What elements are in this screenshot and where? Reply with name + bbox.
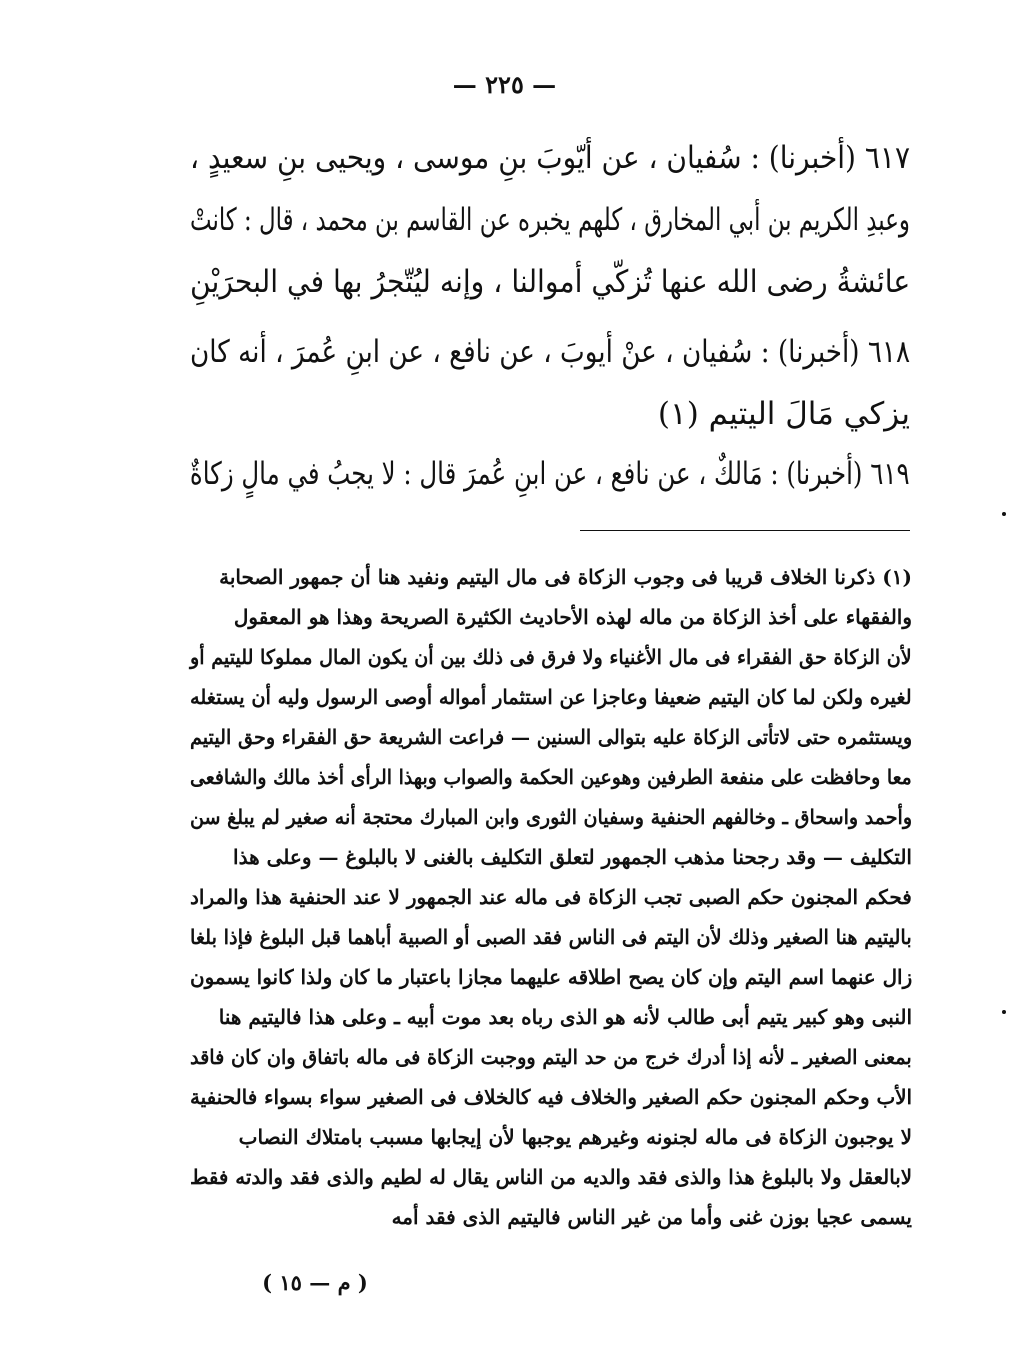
margin-mark	[1002, 512, 1006, 516]
footnote-line: باليتيم هنا الصغير وذلك لأن اليتم فى الناس فقد الصبى أو الصبية أباهما قبل البلوغ فإذا بلغا	[190, 925, 912, 949]
footnote-line: لا يوجبون الزكاة فى ماله لجنونه وغيرهم يوجبها لأن إيجابها مسبب بامتلاك النصاب	[238, 1125, 912, 1149]
footnote-line: معا وحافظت على منفعة الطرفين وهوعين الحكمة والصواب وبهذا الرأى أخذ مالك والشافعى	[190, 765, 912, 789]
footnote-line: ويستثمره حتى لاتأتى الزكاة عليه بتوالى السنين — فراعت الشريعة حق الفقراء وحق اليتيم	[189, 725, 912, 749]
footnote-line: لغيره ولكن لما كان اليتيم ضعيفا وعاجزا عن استثمار أمواله أوصى الرسول وليه أن يستغله	[190, 685, 912, 709]
footnote-line: (١) ذكرنا الخلاف قريبا فى وجوب الزكاة فى مال اليتيم ونفيد هنا أن جمهور الصحابة	[219, 565, 912, 589]
hadith-line: وعبدِ الكريم بن أبي المخارق ، كلهم يخبره عن القاسم بن محمد ، قال : كانتْ	[190, 202, 910, 238]
footnote-line: بمعنى الصغير ـ لأنه إذا أدرك خرج من حد اليتم ووجبت الزكاة فى ماله باتفاق وان كان فاقد	[190, 1045, 912, 1069]
page-number: — ٢٢٥ —	[452, 70, 557, 99]
footnote-line: لأن الزكاة حق الفقراء فى مال الأغنياء ولا فرق فى ذلك بين أن يكون المال مملوكا لليتيم أو	[190, 645, 912, 669]
footnote-line: فحكم المجنون حكم الصبى تجب الزكاة فى ماله عند الجمهور لا عند الحنفية هذا والمراد	[190, 885, 912, 909]
footnote-line: لابالعقل ولا بالبلوغ هذا والذى فقد والديه من الناس يقال له لطيم والذى فقد والدته فقط	[189, 1165, 912, 1189]
footnote-line: يسمى عجيا بوزن غنى وأما من غير الناس فاليتيم الذى فقد أمه	[391, 1205, 912, 1229]
footnote-line: والفقهاء على أخذ الزكاة من ماله لهذه الأحاديث الكثيرة الصريحة وهذا هو المعقول	[233, 605, 912, 629]
footnote-line: الأب وحكم المجنون حكم الصغير والخلاف فيه كالخلاف فى الصغير سواء بسواء فالحنفية	[189, 1085, 912, 1109]
hadith-line: ٦١٧ (أخبرنا) : سُفيان ، عن أيّوبَ بنِ موسى ، ويحيى بنِ سعيدٍ ،	[189, 140, 910, 176]
footnote-line: زال عنهما اسم اليتم وإن كان يصح اطلاقه عليهما مجازا باعتبار ما كان ولذا كانوا يسمون	[189, 965, 912, 989]
footnote-line: وأحمد واسحاق ـ وخالفهم الحنفية وسفيان الثورى وابن المبارك محتجة أنه صغير لم يبلغ سن	[189, 805, 912, 829]
hadith-line: يزكي مَالَ اليتيم (١)	[657, 396, 910, 432]
printer-signature: ( م — ١٥ )	[262, 1270, 368, 1295]
hadith-line: عائشةُ رضى الله عنها تُزكّي أموالنا ، وإنه ليُتّجرُ بها في البحرَيْنِ	[189, 264, 910, 300]
hadith-line: ٦١٨ (أخبرنا) : سُفيان ، عنْ أيوبَ ، عن نافع ، عن ابنِ عُمرَ ، أنه كان	[189, 334, 910, 370]
footnote-line: التكليف — وقد رجحنا مذهب الجمهور لتعلق التكليف بالغنى لا بالبلوغ — وعلى هذا	[233, 845, 912, 869]
margin-mark	[1002, 1010, 1006, 1014]
hadith-line: ٦١٩ (أخبرنا) : مَالكٌ ، عن نافع ، عن ابنِ عُمرَ قال : لا يجبُ في مالٍ زكاةٌ	[190, 456, 910, 492]
footnote-line: النبى وهو كبير يتيم أبى طالب لأنه هو الذى رباه بعد موت أبيه ـ وعلى هذا فاليتيم هنا	[218, 1005, 912, 1029]
footnote-divider	[580, 530, 910, 531]
